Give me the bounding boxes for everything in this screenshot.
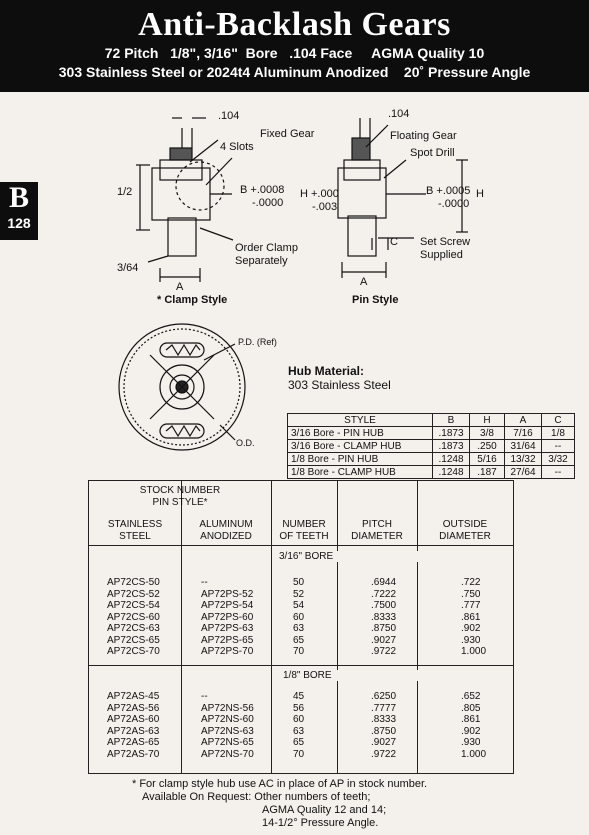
fixed-gear-label: Fixed Gear [260, 128, 315, 140]
col-number-of-teeth: NUMBER OF TEETH [279, 519, 329, 542]
section-3-16-bore: 3/16" BORE [279, 551, 429, 562]
floating-gear-label: Floating Gear [390, 130, 457, 142]
pin-c-label: C [390, 236, 398, 248]
spot-drill-label: Spot Drill [410, 147, 455, 159]
s1-pitch-values: .6944 .7222 .7500 .8333 .8750 .9027 .9722 [371, 577, 397, 657]
pitch-diameter-label: P.D. (Ref) [238, 337, 277, 347]
slots-label: 4 Slots [220, 141, 254, 153]
col-aluminum-anodized: ALUMINUM ANODIZED [199, 519, 253, 542]
table-cell: 27/64 [505, 466, 542, 479]
table-cell: 3/32 [542, 453, 575, 466]
hub-material-value: 303 Stainless Steel [288, 378, 391, 392]
clamp-b-tolerance: B +.0008 [240, 184, 285, 196]
supplied-label: Supplied [420, 249, 463, 261]
table-row [288, 453, 575, 466]
clamp-style-caption: * Clamp Style [157, 294, 228, 306]
table-cell: 1/8 Bore - PIN HUB [288, 453, 433, 466]
table-cell: 3/16 Bore - CLAMP HUB [288, 440, 433, 453]
table-cell: 5/16 [470, 453, 505, 466]
table-cell: -- [542, 440, 575, 453]
table-cell: 3/8 [470, 427, 505, 440]
clamp-h-tolerance-lower: -.003 [312, 201, 338, 213]
half-label: 1/2 [117, 186, 133, 198]
footnote-agma: AGMA Quality 12 and 14; [262, 804, 387, 816]
pin-b-tolerance-lower: -.0000 [438, 198, 470, 210]
s2-pitch-values: .6250 .7777 .8333 .8750 .9027 .9722 [371, 691, 397, 760]
pin-face-label: .104 [388, 108, 410, 120]
table-header-row [288, 414, 575, 427]
clamp-style-drawing [136, 118, 233, 282]
s2-aluminum-values: -- AP72NS-56 AP72NS-60 AP72NS-63 AP72NS-65 AP72NS-70 [201, 691, 254, 760]
footnote-available: Available On Request: Other numbers of teeth; [142, 791, 371, 803]
clamp-a-label: A [176, 281, 184, 293]
col-a: A [505, 414, 542, 427]
table-cell: 7/16 [505, 427, 542, 440]
pin-a-label: A [360, 276, 368, 288]
outside-diameter-label: O.D. [236, 438, 255, 448]
page-number: 128 [7, 215, 31, 231]
col-pitch-diameter: PITCH DIAMETER [351, 519, 403, 542]
pin-h-label: H [476, 188, 484, 200]
page-title: Anti-Backlash Gears [138, 6, 451, 43]
footnote-pressure-angle: 14-1/2° Pressure Angle. [262, 817, 379, 829]
order-clamp-label: Order Clamp [235, 242, 298, 254]
table-cell: 3/16 Bore - PIN HUB [288, 427, 433, 440]
s1-aluminum-values: -- AP72PS-52 AP72PS-54 AP72PS-60 AP72PS-63 AP72PS-65 AP72PS-70 [201, 577, 254, 657]
table-cell: .250 [470, 440, 505, 453]
clamp-h-tolerance: H +.000 [300, 188, 339, 200]
table-cell: .1248 [433, 466, 470, 479]
table-row [288, 427, 575, 440]
table-cell: 31/64 [505, 440, 542, 453]
table-cell: 1/8 [542, 427, 575, 440]
pin-style-header: PIN STYLE* [152, 497, 208, 508]
stock-number-header: STOCK NUMBER [139, 485, 221, 496]
s2-teeth-values: 45 56 60 63 65 70 [293, 691, 305, 760]
clamp-face-label: .104 [218, 110, 240, 122]
s2-od-values: .652 .805 .861 .902 .930 1.000 [461, 691, 487, 760]
section-divider [89, 665, 513, 666]
table-cell: .1873 [433, 440, 470, 453]
stock-number-table [88, 480, 514, 774]
col-h: H [470, 414, 505, 427]
table-cell: .187 [470, 466, 505, 479]
three-64-label: 3/64 [117, 262, 139, 274]
footnote-clamp: * For clamp style hub use AC in place of AP in stock number. [132, 778, 428, 790]
hub-spec-table [287, 413, 575, 479]
table-cell: .1873 [433, 427, 470, 440]
col-b: B [433, 414, 470, 427]
s1-od-values: .722 .750 .777 .861 .902 .930 1.000 [461, 577, 487, 657]
col-stainless-steel: STAINLESS STEEL [107, 519, 163, 542]
pin-b-tolerance: B +.0005 [426, 185, 471, 197]
set-screw-label: Set Screw [420, 236, 471, 248]
hub-material [288, 364, 391, 392]
s1-teeth-values: 50 52 54 60 63 65 70 [293, 577, 305, 657]
col-c: C [542, 414, 575, 427]
spec-line-1: 72 Pitch 1/8", 3/16" Bore .104 Face AGMA Quality 10 [104, 45, 485, 61]
clamp-b-tolerance-lower: -.0000 [252, 197, 284, 209]
gear-front-view [119, 324, 245, 450]
header-divider [89, 545, 513, 546]
s1-stainless-values: AP72CS-50 AP72CS-52 AP72CS-54 AP72CS-60 AP72CS-63 AP72CS-65 AP72CS-70 [107, 577, 160, 657]
table-row [288, 440, 575, 453]
table-cell: .1248 [433, 453, 470, 466]
table-cell: 1/8 Bore - CLAMP HUB [288, 466, 433, 479]
section-1-8-bore: 1/8" BORE [283, 670, 433, 681]
pin-style-caption: Pin Style [352, 294, 399, 306]
hub-material-heading: Hub Material: [288, 364, 365, 378]
table-cell: 13/32 [505, 453, 542, 466]
table-row [288, 466, 575, 479]
col-outside-diameter: OUTSIDE DIAMETER [439, 519, 491, 542]
separately-label: Separately [235, 255, 288, 267]
spec-line-2: 303 Stainless Steel or 2024t4 Aluminum Anodized 20˚ Pressure Angle [58, 64, 531, 80]
table-cell: -- [542, 466, 575, 479]
section-letter: B [8, 181, 29, 214]
col-style: STYLE [288, 414, 433, 427]
s2-stainless-values: AP72AS-45 AP72AS-56 AP72AS-60 AP72AS-63 AP72AS-65 AP72AS-70 [107, 691, 160, 760]
